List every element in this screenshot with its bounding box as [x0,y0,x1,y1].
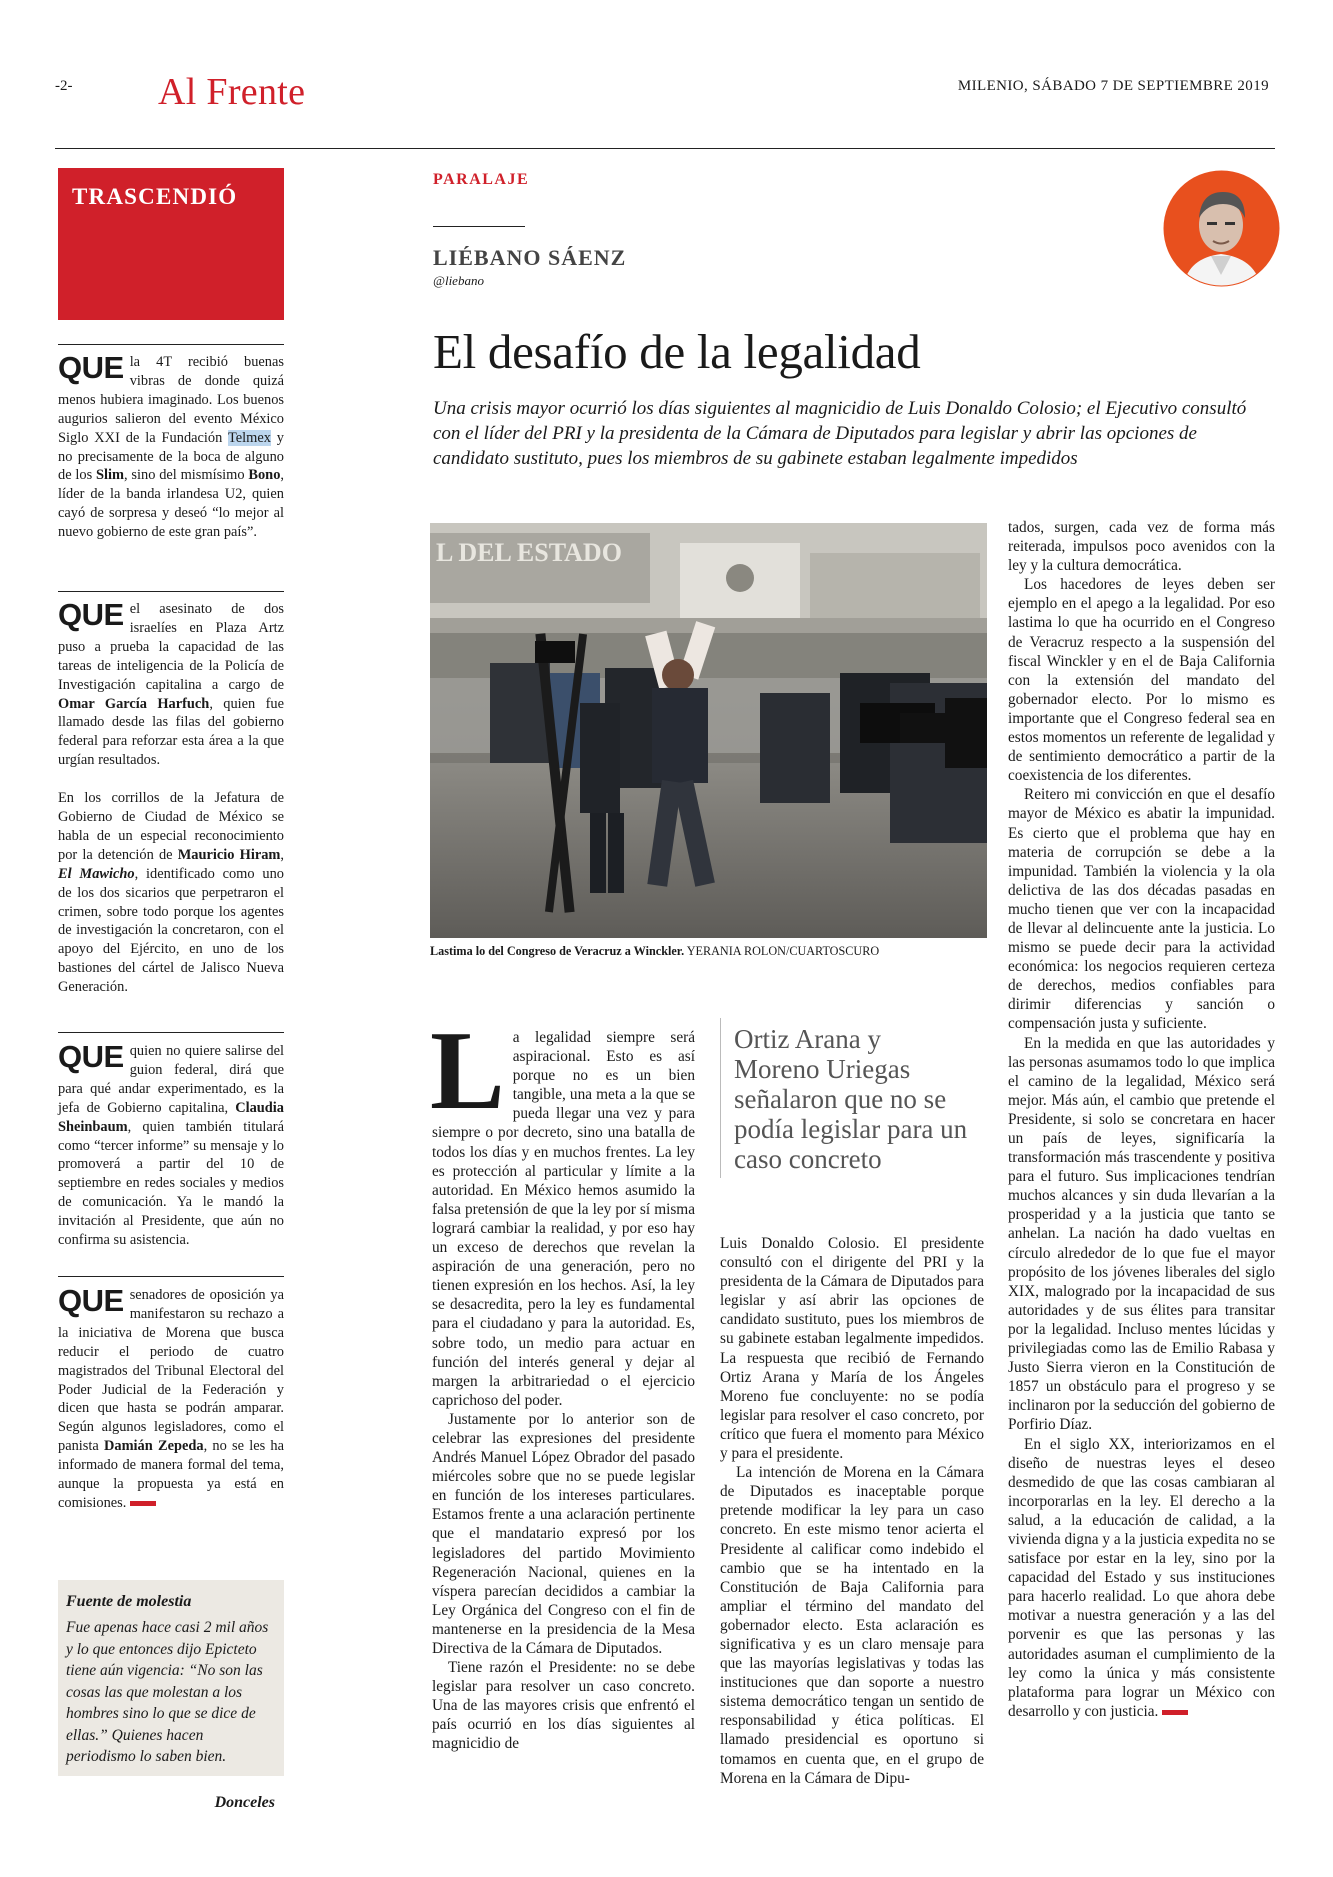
standfirst: Una crisis mayor ocurrió los días siguientes al magnicidio de Luis Donaldo Colosio; el Ejecutivo consultó con el líder del PRI y la presidenta de la Cámara de Diputados para legislar y abrir las opciones de candidato sustituto, pues los miembros de su gabinete estaban legalmente impedidos [433,398,1247,469]
body-paragraph [1008,1435,1275,1721]
photo-credit: YERANIA ROLON/CUARTOSCURO [686,944,880,958]
que-item [58,1039,284,1250]
que-text: la 4T recibió buenas vibras de donde quizá menos hubiera imaginado. Los buenos augurios salieron del evento México Siglo XXI de la Fundación Telmex y no precisamente de la boca de alguno de los Slim, sino del mismísimo Bono, líder de la banda irlandesa U2, quien cayó de sorpresa y deseó “lo mejor al nuevo gobierno de este gran país”. [58,354,285,541]
news-photo [430,523,987,938]
author-rule [433,226,525,227]
paragraph-text: En el siglo XX, interiorizamos en el diseño de nuestras leyes el deseo desmedido de que las cosas cambiaran al incorporarlas en la ley. El derecho a la salud, a la educación de calidad, a la vivienda digna y a la justicia expedita no se satisface por estar en la ley, sino por la capacidad del Estado y sus instituciones para hacerlo realidad. Lo que ahora debe motivar a nuestra generación y a las del porvenir es que las personas y las autoridades asuman el cumplimiento de la ley como la única y más consistente plataforma para lograr un México con desarrollo y con justicia. [1008,1435,1275,1720]
author-name: LIÉBANO SÁENZ [433,245,627,270]
body-column-1 [430,1009,695,1754]
que-text: quien no quiere salirse del guion federal, dirá que para qué andar experimentado, es la jefa de Gobierno capitalina, Claudia Sheinbaum, quien también titulará como “tercer informe” su mensaje y lo promoverá a partir del 10 de septiembre en redes sociales y medios de comunicación. Ya le mandó la invitación al Presidente, que aún no confirma su asistencia. [58,1043,284,1249]
trascendio-box [58,168,284,320]
caption-text: Lastima lo del Congreso de Veracruz a Winckler. [430,944,685,958]
paragraph-text: a legalidad siempre será aspiracional. Esto es así porque no es un bien tangible, una meta a la que se pueda llegar una vez y para siempre o por decreto, sino una batalla de todos los días y en muchos frentes. La ley es protección al particular y límite a la autoridad. En México hemos asumido la falsa pretensión de que la ley por sí misma logrará cambiar la realidad, y por eso hay un exceso de derechos que revelan la aspiración de una generación, pero no tienen expresión en los hechos. Así, la ley se desacredita, pero la ley es fundamental para el ciudadano y para la autoridad. Es, sobre todo, un medio para actuar en función del interés general y dejar al margen la arbitrariedad o el ejercicio caprichoso del poder. [432,1029,695,1409]
column-kicker: PARALAJE [433,171,530,188]
pull-quote: Ortiz Arana y Moreno Uriegas señalaron que no se podía legislar para un caso concreto [734,1024,968,1174]
que-item [58,1283,284,1513]
body-paragraph: tados, surgen, cada vez de forma más reiterada, impulsos poco avenidos con la ley y la cultura democrática. [1008,519,1275,575]
pull-quote-rule [720,1018,721,1178]
item-rule [58,591,284,592]
trascendio-title: TRASCENDIÓ [72,184,238,209]
body-column-3 [1008,518,1275,1721]
que-item [58,597,284,997]
fuente-box [58,1580,284,1776]
headline: El desafío de la legalidad [433,324,921,379]
que-text: senadores de oposición ya manifestaron su rechazo a la iniciativa de Morena que busca reducir el periodo de cuatro magistrados del Tribunal Electoral del Poder Judicial de la Federación y dicen que hasta se podrán amparar. Según algunos legisladores, como el panista Damián Zepeda, no se les ha informado de manera formal del tema, aunque la propuesta ya está en comisiones. [58,1287,284,1511]
item-rule [58,344,284,345]
photo-sign-text: L DEL ESTADO [436,538,622,567]
drop-cap: L [430,1009,505,1133]
que-item [58,350,285,542]
body-paragraph: Justamente por lo anterior son de celebrar las expresiones del presidente Andrés Manuel López Obrador del pasado miércoles sobre que no se puede legislar en función de los intereses particulares. Estamos frente a una aclaración pertinente que el mandatario expresó por los legisladores del partido Movimiento Regeneración Nacional, quienes en la víspera parecían decididos a cambiar la Ley Orgánica del Congreso con el fin de mantenerse en la presidencia de la Mesa Directiva de la Cámara de Diputados. [432,1410,695,1657]
author-handle: @liebano [433,273,484,288]
dateline: MILENIO, SÁBADO 7 DE SEPTIEMBRE 2019 [957,78,1269,94]
end-mark [1162,1710,1188,1715]
body-column-2 [720,1234,984,1788]
fuente-title: Fuente de molestia [66,1593,192,1610]
author-avatar [1163,170,1280,287]
photo-caption [430,944,879,959]
body-paragraph [430,1009,695,1410]
que-text: el asesinato de dos israelíes en Plaza Artz puso a prueba la capacidad de las tareas de inteligencia de la Policía de Investigación capitalina a cargo de Omar García Harfuch, quien fue llamado desde las filas del gobierno federal para reforzar esta área a la que urgían resultados. En los corrillos de la Jefatura de Gobierno de Ciudad de México se habla de un especial reconocimiento por la detención de Mauricio Hiram, El Mawicho, identificado como uno de los dos sicarios que perpetraron el crimen, sobre todo porque los agentes de investigación la concretaron, con el apoyo del Ejército, en uno de los bastiones del cártel de Jalisco Nueva Generación. [58,601,284,996]
body-paragraph: Luis Donaldo Colosio. El presidente consultó con el dirigente del PRI y la presidenta de la Cámara de Diputados para legislar y así abrir las opciones de candidato sustituto, pues los miembros de su gabinete estaban legalmente impedidos. La respuesta que recibió de Fernando Ortiz Arana y María de los Ángeles Moreno fue concluyente: no se podía legislar para resolver el caso concreto, por crítico que fuera el momento para México y para el presidente. [720,1235,984,1463]
section-title: Al Frente [158,71,306,113]
que-label: QUE [58,350,124,385]
que-label: QUE [58,1039,124,1074]
item-rule [58,1032,284,1033]
page-number: -2- [55,78,73,94]
body-paragraph: La intención de Morena en la Cámara de Diputados es inaceptable porque pretende modificar la ley para un caso concreto. En este mismo tenor acierta el Presidente al calificar como indebido el cambio que se ha intentado en la Constitución de Baja California para ampliar el término del mandato del gobernador electo. Esta aclaración es significativa y es un claro mensaje para que las mayorías legislativas y todas las instituciones que dan soporte a nuestro sistema democrático tengan un sentido de responsabilidad y ética políticas. El llamado presidencial es oportuno si tomamos en cuenta que, en el grupo de Morena en la Cámara de Dipu- [720,1464,984,1787]
end-mark [130,1501,156,1506]
fuente-body: Fue apenas hace casi 2 mil años y lo que entonces dijo Epicteto tiene aún vigencia: “No son las cosas las que molestan a los hombres sino lo que se dice de ellas.” Quienes hacen periodismo lo saben bien. [66,1619,269,1765]
item-rule [58,1276,284,1277]
body-paragraph: Los hacedores de leyes deben ser ejemplo en el apego a la legalidad. Por eso lastima lo que ha ocurrido en el Congreso de Veracruz respecto a la suspensión del fiscal Winckler y en el de Baja California con la extensión del mandato del gobernador electo. Por lo mismo es importante que el Congreso federal sea en estos momentos un referente de legalidad y de sentimiento democrático a partir de la coexistencia de los diferentes. [1008,576,1275,785]
fuente-signature: Donceles [214,1794,275,1811]
que-label: QUE [58,1283,124,1318]
body-paragraph: Tiene razón el Presidente: no se debe legislar para resolver un caso concreto. Una de las mayores crisis que enfrentó el país ocurrió en los días siguientes al magnicidio de [432,1659,695,1753]
header-rule [55,148,1275,149]
que-label: QUE [58,597,124,632]
body-paragraph: Reitero mi convicción en que el desafío mayor de México es abatir la impunidad. Es cierto que el problema que hay en materia de corrupción se debe a la impunidad. También la violencia y la ola delictiva de las dos décadas pasadas en mucho tienen que ver con la incapacidad de llevar al delincuente ante la justicia. Lo mismo se puede decir para la actividad económica: los negocios requieren certeza de derechos, medios confiables para dirimir diferencias y sanción o compensación justa y suficiente. [1008,786,1275,1033]
body-paragraph: En la medida en que las autoridades y las personas asumamos todo lo que implica el camino de la legalidad, México será mejor. Más aún, el cambio que pretende el Presidente, si solo se concretara en hacer un país de leyes, significaría la transformación más trascendente y positiva para el futuro. Sus implicaciones tendrían muchos alcances y sin duda llevarían a la prosperidad y a la justicia que tanto se anhelan. La nación ha dado vueltas en círculo alrededor de lo que fue el mayor propósito de los jóvenes liberales del siglo XIX, malogrado por la incapacidad de sus autoridades y de sus élites para transitar por la legalidad. Incluso mentes lúcidas y privilegiadas como las de Emilio Rabasa y Justo Sierra vieron en la Constitución de 1857 un obstáculo para el progreso y se inclinaron por la seducción del gobierno de Porfirio Díaz. [1008,1034,1275,1434]
